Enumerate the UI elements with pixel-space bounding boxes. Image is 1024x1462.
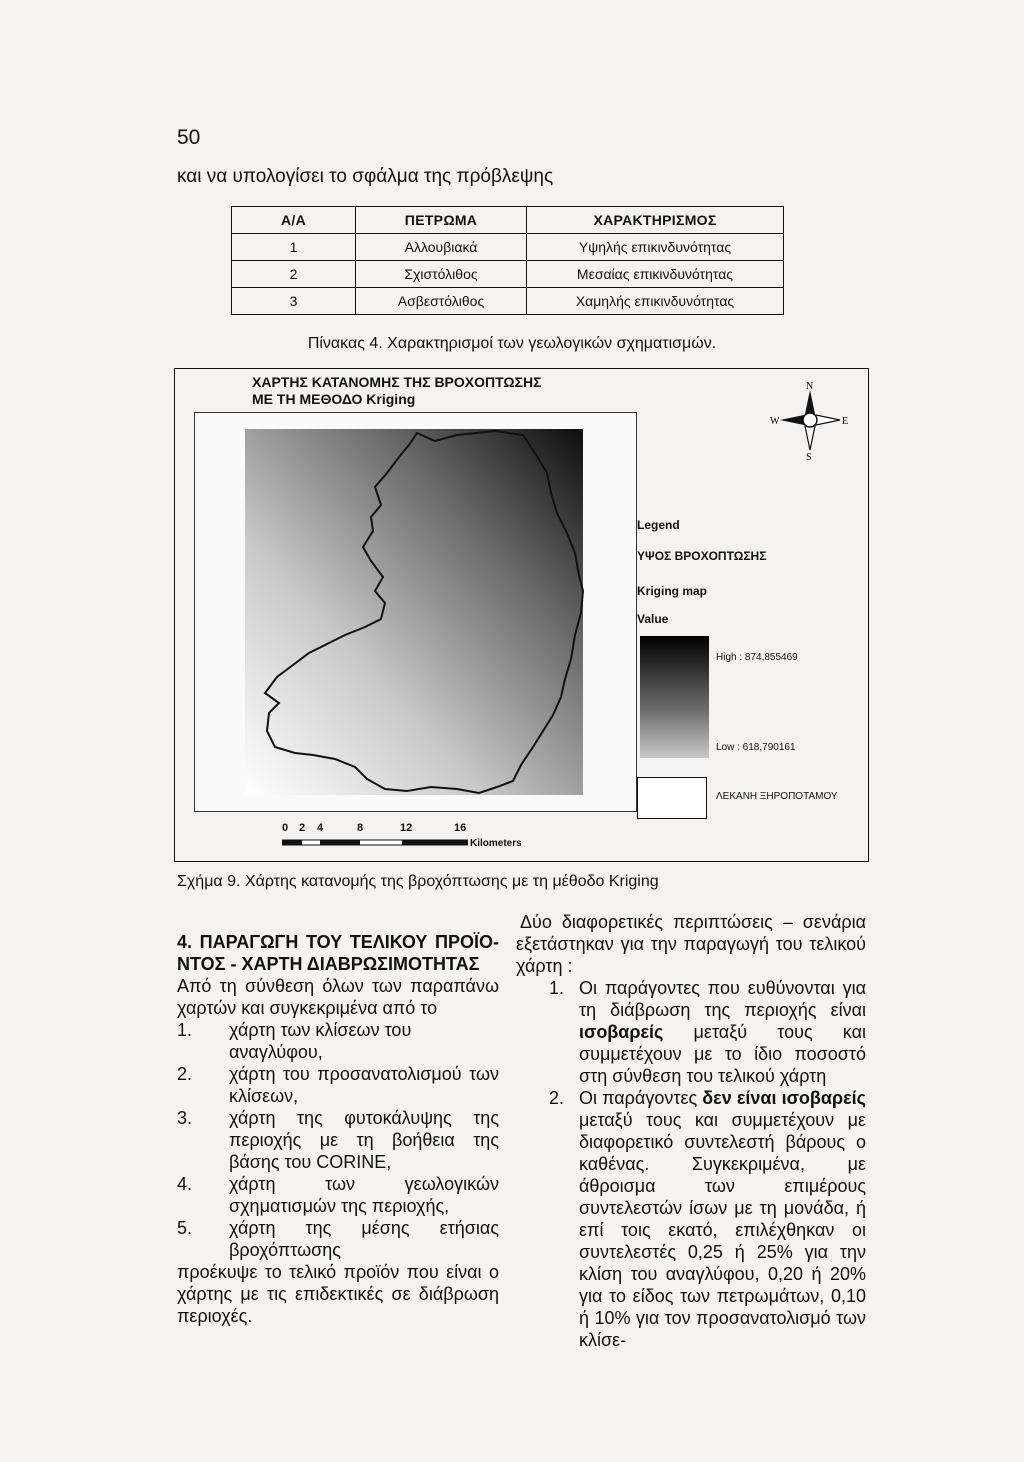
compass-w: W bbox=[770, 416, 780, 427]
list-number: 3. bbox=[177, 1108, 193, 1128]
table-row bbox=[232, 234, 784, 261]
list-item bbox=[177, 1063, 499, 1107]
list-number: 2. bbox=[549, 1088, 565, 1108]
legend-basin-swatch bbox=[637, 777, 707, 819]
table-cell: Σχιστόλιθος bbox=[356, 261, 527, 288]
section-heading-line2: ΝΤΟΣ - ΧΑΡΤΗ ΔΙΑΒΡΩΣΙΜΟΤΗΤΑΣ bbox=[177, 954, 480, 974]
scenario-1-text-a: Οι παράγοντες που ευθύνονται για τη διάβρωση της περιοχής είναι bbox=[579, 978, 866, 1020]
right-intro: Δύο διαφορετικές περιπτώσεις – σενάρια εξετάστηκαν για την παραγωγή του τελικού χάρτη : bbox=[516, 912, 866, 976]
legend-color-ramp bbox=[640, 636, 709, 758]
intro-line: και να υπολογίσει το σφάλμα της πρόβλεψης bbox=[177, 166, 554, 187]
map-area bbox=[194, 412, 637, 812]
rainfall-map-image bbox=[195, 413, 636, 811]
list-text: χάρτη της μέσης ετήσιας βροχόπτωσης bbox=[229, 1218, 499, 1260]
list-item bbox=[177, 1173, 499, 1217]
list-text: χάρτη των γεωλογικών σχηματισμών της περιοχής, bbox=[229, 1174, 499, 1216]
figure-caption: Σχήμα 9. Χάρτης κατανομής της βροχόπτωσης με τη μέθοδο Kriging bbox=[177, 873, 659, 890]
scale-bar bbox=[282, 839, 468, 847]
geology-table bbox=[231, 206, 784, 315]
map-title-line2: ΜΕ ΤΗ ΜΕΘΟΔΟ Kriging bbox=[252, 391, 416, 407]
list-item bbox=[177, 1107, 499, 1173]
north-arrow-compass-icon bbox=[770, 380, 850, 460]
compass-e: E bbox=[842, 416, 849, 427]
table-header-row bbox=[232, 207, 784, 234]
table-cell: 3 bbox=[232, 288, 356, 315]
scale-tick: 16 bbox=[454, 822, 467, 834]
left-column bbox=[177, 931, 499, 1327]
left-closing: προέκυψε το τελικό προϊόν που είναι ο χάρτης με τις επιδεκτικές σε διάβρωση περιοχές. bbox=[177, 1262, 499, 1326]
legend-high: High : 874,855469 bbox=[716, 652, 798, 663]
legend-title: Legend bbox=[637, 518, 680, 532]
table-row bbox=[232, 288, 784, 315]
list-number: 4. bbox=[177, 1174, 193, 1194]
map-title-line1: ΧΑΡΤΗΣ ΚΑΤΑΝΟΜΗΣ ΤΗΣ ΒΡΟΧΟΠΤΩΣΗΣ bbox=[252, 374, 542, 390]
scale-tick: 8 bbox=[357, 822, 364, 834]
legend-value: Value bbox=[637, 612, 669, 626]
table-cell: Υψηλής επικινδυνότητας bbox=[527, 234, 784, 261]
list-text: χάρτη του προσανατολισμού των κλίσεων, bbox=[229, 1064, 499, 1106]
table-cell: Χαμηλής επικινδυνότητας bbox=[527, 288, 784, 315]
table-caption: Πίνακας 4. Χαρακτηρισμοί των γεωλογικών σχηματισμών. bbox=[307, 335, 717, 352]
list-number: 1. bbox=[177, 1020, 193, 1040]
scenario-item-2 bbox=[516, 1087, 866, 1351]
table-cell: Ασβεστόλιθος bbox=[356, 288, 527, 315]
compass-n: N bbox=[806, 381, 814, 392]
scale-unit: Kilometers bbox=[470, 838, 522, 849]
table-cell: Αλλουβιακά bbox=[356, 234, 527, 261]
header-aa: Α/Α bbox=[232, 207, 356, 234]
legend-low: Low : 618,790161 bbox=[716, 742, 796, 753]
scenario-2-text-a: Οι παράγοντες bbox=[579, 1088, 703, 1108]
legend-map-name: Kriging map bbox=[637, 584, 708, 598]
header-rock: ΠΕΤΡΩΜΑ bbox=[356, 207, 527, 234]
list-number: 1. bbox=[549, 978, 565, 998]
list-item bbox=[177, 1217, 499, 1261]
list-text: χάρτη των κλίσεων του αναγλύφου, bbox=[229, 1020, 412, 1062]
header-characterization: ΧΑΡΑΚΤΗΡΙΣΜΟΣ bbox=[527, 207, 784, 234]
kriging-surface bbox=[245, 429, 583, 795]
section-heading-line1: 4. ΠΑΡΑΓΩΓΗ ΤΟΥ ΤΕΛΙΚΟΥ ΠΡΟΪΟ- bbox=[177, 932, 499, 952]
list-item bbox=[177, 1019, 499, 1063]
scenario-1-text-b: μεταξύ τους και συμμετέχουν με το ίδιο ποσοστό στη σύνθεση του τελικού χάρτη bbox=[579, 1022, 866, 1086]
list-number: 2. bbox=[177, 1064, 193, 1084]
scale-tick: 12 bbox=[400, 822, 413, 834]
scale-tick: 4 bbox=[317, 822, 324, 834]
scenario-item-1 bbox=[516, 977, 866, 1087]
scenario-1-emphasis: ισοβαρείς bbox=[579, 1022, 664, 1042]
left-intro: Από τη σύνθεση όλων των παραπάνω χαρτών και συγκεκριμένα από το bbox=[177, 976, 499, 1018]
legend-basin: ΛΕΚΑΝΗ ΞΗΡΟΠΟΤΑΜΟΥ bbox=[716, 791, 838, 802]
list-text: χάρτη της φυτοκάλυψης της περιοχής με τη βοήθεια της βάσης του CORINE, bbox=[229, 1108, 499, 1172]
compass-s: S bbox=[806, 452, 812, 460]
table-row bbox=[232, 261, 784, 288]
scale-tick: 2 bbox=[299, 822, 306, 834]
table-cell: Μεσαίας επικινδυνότητας bbox=[527, 261, 784, 288]
map-title bbox=[252, 374, 542, 408]
table-cell: 1 bbox=[232, 234, 356, 261]
page-number: 50 bbox=[177, 126, 201, 149]
scenario-2-text-b: μεταξύ τους και συμμετέχουν με διαφορετικό συντελεστή βάρους ο καθένας. Συγκεκριμένα, με άθροισμα των επιμέρους συντελεστών ίσων με τη μονάδα, ή επί τοις εκατό, επιλέχθηκαν οι συντελεστές 0,25 ή 25% για την κλίση του αναγλύφου, 0,20 ή 20% για το είδος των πετρωμάτων, 0,10 ή 10% για τον προσανατολισμό των κλίσε- bbox=[579, 1110, 866, 1350]
scale-tick: 0 bbox=[282, 822, 289, 834]
legend-layer: ΥΨΟΣ ΒΡΟΧΟΠΤΩΣΗΣ bbox=[637, 549, 767, 563]
table-cell: 2 bbox=[232, 261, 356, 288]
scenario-2-emphasis: δεν είναι ισοβαρείς bbox=[702, 1088, 866, 1108]
list-number: 5. bbox=[177, 1218, 193, 1238]
right-column bbox=[516, 911, 866, 1351]
